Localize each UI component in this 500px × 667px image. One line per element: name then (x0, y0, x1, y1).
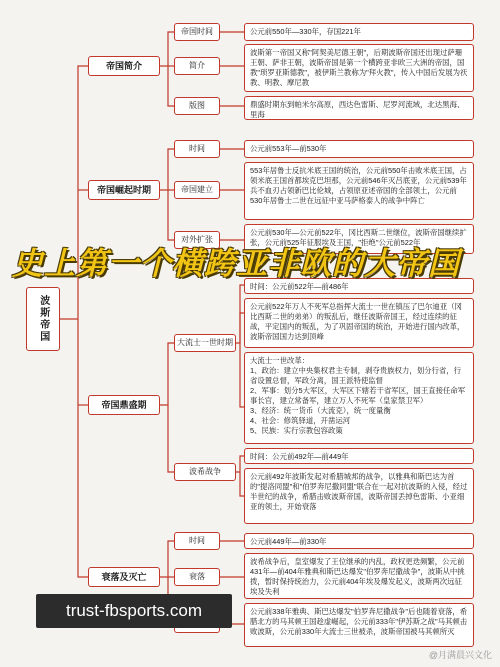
watermark: @月满晨兴文化 (428, 650, 492, 660)
node-content-decline: 波希战争后，皇室爆发了王位继承的内乱，政权更迭频繁，公元前431年—前404年雅典和斯巴达爆发"伯罗奔尼撒战争"，波斯从中挑拨，暂时保持统治力，公元前404年埃及爆发起义，波斯两次远征埃及失利 (244, 553, 474, 599)
section-title-decline: 衰落及灭亡 (88, 567, 160, 587)
node-content-territory: 鼎盛时期东到帕米尔高原，西达色雷斯、尼罗河流域，北达黑海、里海 (244, 96, 474, 120)
node-label-greco-persian-war: 波希战争 (174, 463, 236, 481)
node-content-fall: 公元前338年雅典、斯巴达爆发"伯罗奔尼撒战争"后也随着衰落，希腊北方的马其顿王国趁虚崛起，公元前333年"伊苏斯之战"马其顿击败波斯，公元前330年大流士三世被杀，波斯帝国被马其顿所灭 (244, 603, 474, 647)
node-content-rise-time: 公元前553年—前530年 (244, 140, 474, 158)
node-label-intro: 简介 (174, 57, 220, 75)
node-content-darius-reform: 大流士一世改革： 1、政治：建立中央集权君主专制，剥夺贵族权力，划分行省，行省设置总督，军政分离，国王派特使监督 2、军事：划分5大军区，大军区下辖若干省军区，国王直接任命军事长官，建立常备军，建立万人不死军（皇家禁卫军） 3、经济：统一货币（大流克），统一度量衡 4、社会：修筑驿道，开凿运河 5、民族：实行宗教包容政策 (244, 352, 474, 444)
node-content-darius-reign: 公元前522年万人不死军总指挥大流士一世在镇压了巴尔迪亚（冈比西斯二世的弟弟）的叛乱后，继任波斯帝国王，经过连续的征战，平定国内的叛乱，为了巩固帝国的统治，开始进行国内改革，波斯帝国国力达到顶峰 (244, 298, 474, 348)
node-content-war-time: 时间：公元前492年—前449年 (244, 448, 474, 464)
node-label-decline: 衰落 (174, 568, 220, 586)
node-label-founding: 帝国建立 (174, 181, 220, 199)
node-content-intro: 波斯第一帝国又称"阿契美尼德王朝"，后期波斯帝国还出现过萨珊王朝、萨非王朝，波斯帝国是第一个横跨亚非欧三大洲的帝国，国教"琐罗亚斯德教"，被伊斯兰教称为"拜火教"，传入中国后发展为祆教、明教、摩尼教 (244, 44, 474, 92)
node-content-darius-time: 时间：公元前522年—前486年 (244, 278, 474, 294)
node-content-decline-time: 公元前449年—前330年 (244, 533, 474, 549)
node-label-rise-time: 时间 (174, 140, 220, 158)
node-content-war: 公元前492年波斯发起对希腊城邦的战争，以雅典和斯巴达为首的"提洛同盟"和"伯罗奔尼撒同盟"联合在一起对抗波斯的入侵，经过半世纪的战争，希腊击败波斯帝国，波斯帝国丢掉色雷斯、小亚细亚的领土，开始衰落 (244, 468, 474, 524)
node-content-expansion: 公元前530年—公元前522年，冈比西斯二世继位，波斯帝国继续扩张，公元前525年征服埃及王国，"拒绝"公元前522年 (244, 224, 474, 254)
root-node: 波斯帝国 (26, 287, 60, 351)
node-label-territory: 版图 (174, 97, 220, 115)
headline-banner: 史上第一个横跨亚非欧的大帝国 (12, 246, 460, 282)
node-label-expansion: 对外扩张 (174, 231, 220, 249)
section-title-peak: 帝国鼎盛期 (88, 395, 160, 415)
node-label-decline-time: 时间 (174, 532, 220, 550)
node-label-time: 帝国时间 (174, 23, 220, 41)
site-badge[interactable]: trust-fbsports.com (36, 594, 232, 628)
node-content-founding: 553年居鲁士反抗米底王国的统治，公元前550年击败米底王国，占领米底王国首都埃克巴坦那，公元前546年灭吕底亚，公元前539年兵不血刃占领新巴比伦城，占领原亚述帝国的全部领土，公元前530年居鲁士二世在远征中亚马萨格泰人的战争中阵亡 (244, 162, 474, 220)
node-content-time: 公元前550年—330年，存国221年 (244, 23, 474, 41)
section-title-rise: 帝国崛起时期 (88, 180, 160, 200)
node-label-darius: 大流士一世时期 (174, 334, 236, 352)
section-title-intro: 帝国简介 (88, 56, 160, 76)
